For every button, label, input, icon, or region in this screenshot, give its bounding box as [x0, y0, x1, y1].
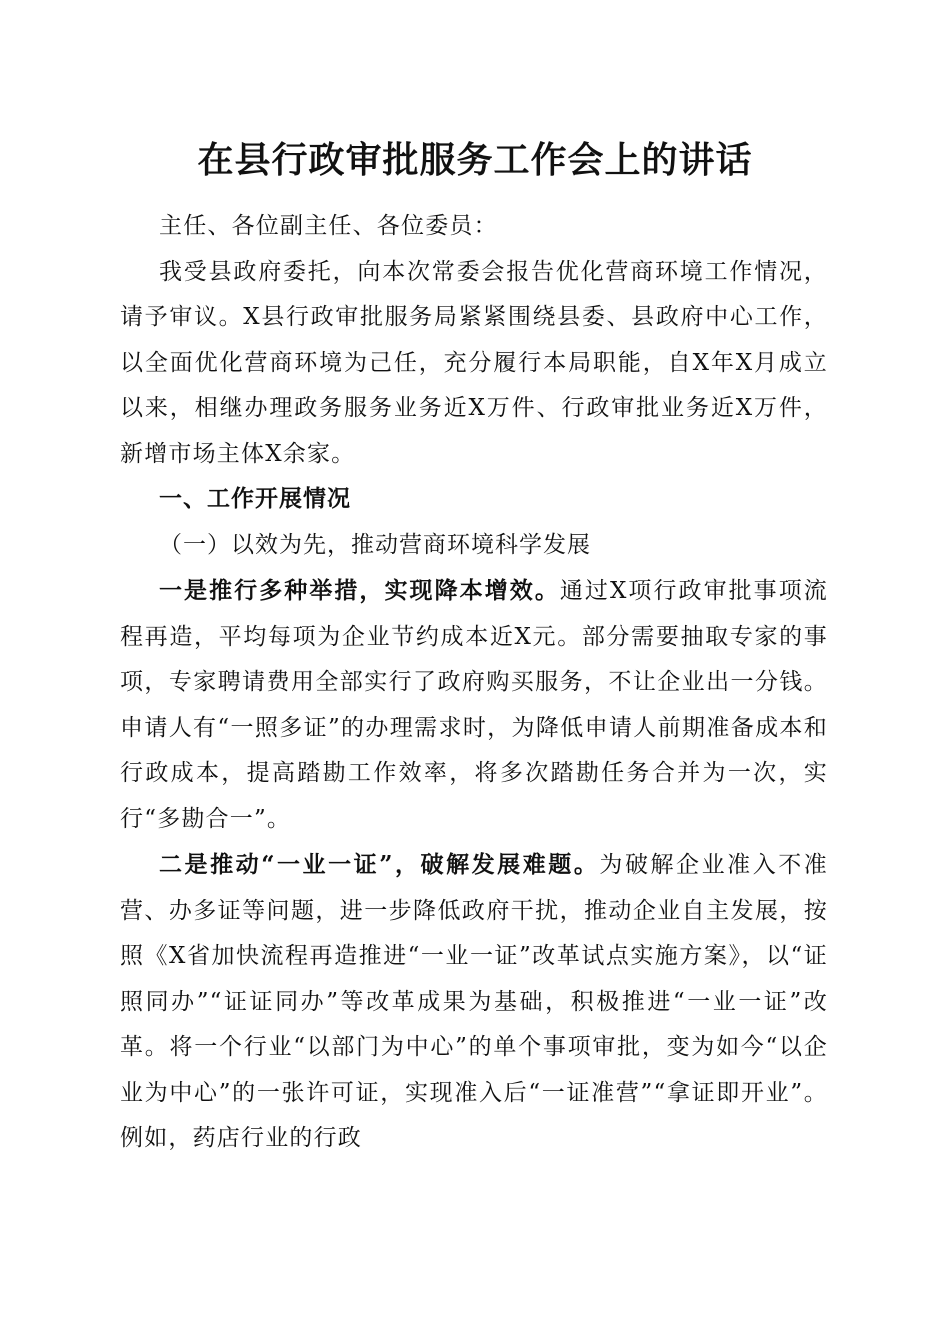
point-two-lead: 二是推动“一业一证”，破解发展难题。 — [159, 851, 600, 878]
point-two-paragraph — [120, 842, 828, 1162]
document-body — [120, 204, 828, 1162]
document-title: 在县行政审批服务工作会上的讲话 — [197, 139, 753, 181]
point-one-paragraph — [120, 568, 828, 842]
point-one-lead: 一是推行多种举措，实现降本增效。 — [159, 577, 560, 604]
point-two-body: 为破解企业准入不准营、办多证等问题，进一步降低政府干扰，推动企业自主发展，按照《X省加快流程再造推进“一业一证”改革试点实施方案》，以“证照同办”“证证同办”等改革成果为基础，积极推进“一业一证”改革。将一个行业“以部门为中心”的单个事项审批，变为如今“以企业为中心”的一张许可证，实现准入后“一证准营”“拿证即开业”。例如，药店行业的行政 — [120, 852, 828, 1151]
intro-paragraph: 我受县政府委托，向本次常委会报告优化营商环境工作情况，请予审议。X县行政审批服务局紧紧围绕县委、县政府中心工作，以全面优化营商环境为己任，充分履行本局职能，自X年X月成立以来，相继办理政务服务业务近X万件、行政审批业务近X万件，新增市场主体X余家。 — [120, 258, 828, 467]
section-heading: 一、工作开展情况 — [159, 486, 351, 512]
point-one-body: 通过X项行政审批事项流程再造，平均每项为企业节约成本近X元。部分需要抽取专家的事项，专家聘请费用全部实行了政府购买服务，不让企业出一分钱。申请人有“一照多证”的办理需求时，为降低申请人前期准备成本和行政成本，提高踏勘工作效率，将多次踏勘任务合并为一次，实行“多勘合一”。 — [120, 578, 828, 832]
subsection-heading: （一）以效为先，推动营商环境科学发展 — [159, 531, 591, 558]
salutation: 主任、各位副主任、各位委员： — [159, 213, 498, 239]
